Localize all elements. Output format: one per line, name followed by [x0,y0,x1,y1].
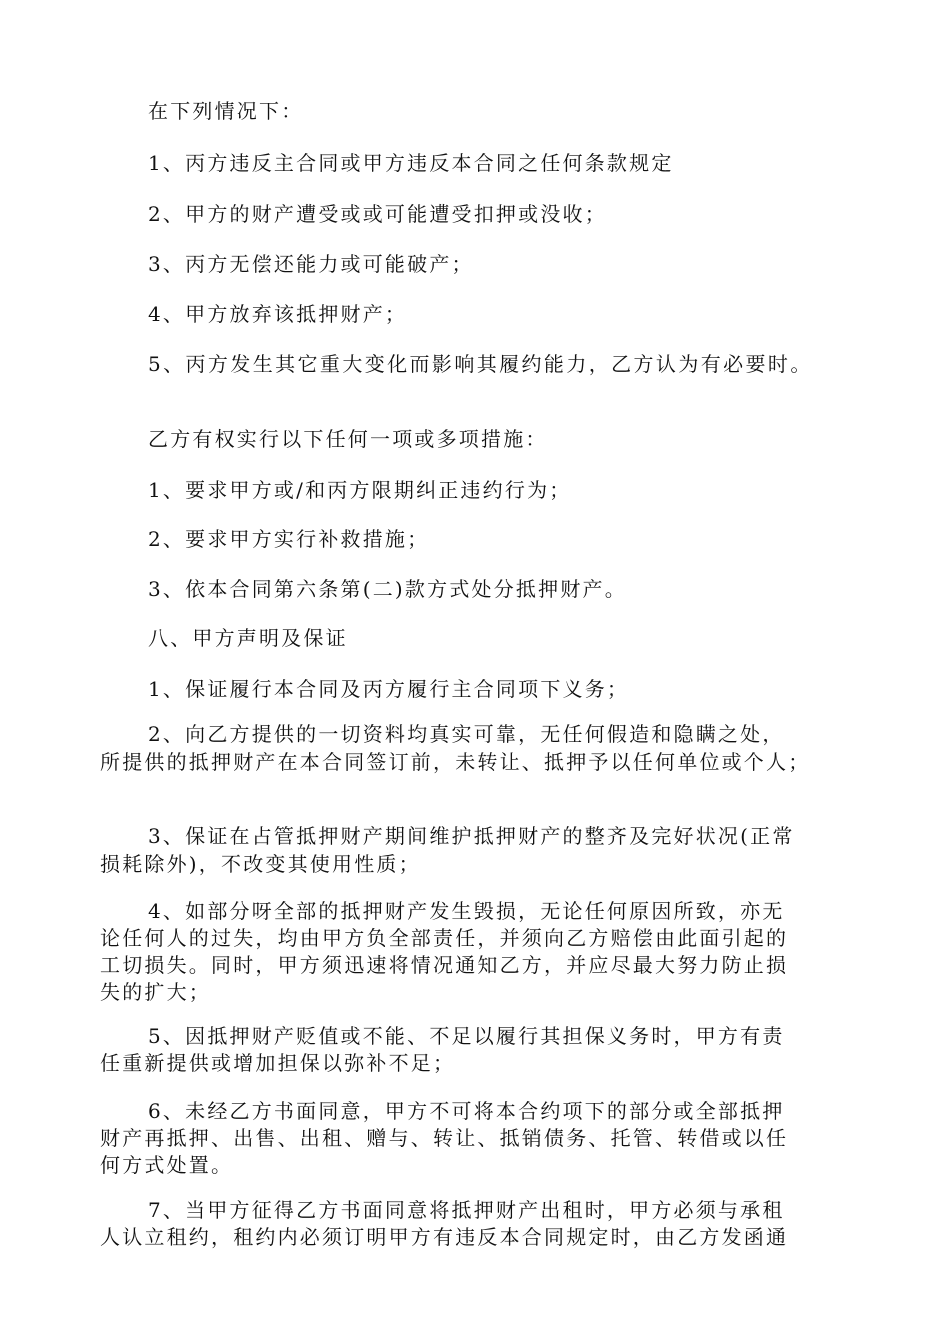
declaration-item-2-line-2: 所提供的抵押财产在本合同签订前，未转让、抵押予以任何单位或个人； [100,750,811,774]
measure-item-3: 3、依本合同第六条第(二)款方式处分抵押财产。 [148,577,627,601]
section-eight-heading: 八、甲方声明及保证 [148,626,348,650]
declaration-item-6-line-3: 何方式处置。 [100,1153,234,1177]
declaration-item-5-line-1: 5、因抵押财产贬值或不能、不足以履行其担保义务时，甲方有责 [148,1024,785,1048]
declaration-item-4-line-2: 论任何人的过失，均由甲方负全部责任，并须向乙方赔偿由此面引起的 [100,926,789,950]
declaration-item-3-line-2: 损耗除外)，不改变其使用性质； [100,852,421,876]
declaration-item-7-line-2: 人认立租约，租约内必须订明甲方有违反本合同规定时，由乙方发函通 [100,1225,789,1249]
declaration-item-6-line-2: 财产再抵押、出售、出租、赠与、转让、抵销债务、托管、转借或以任 [100,1126,789,1150]
condition-item-5: 5、丙方发生其它重大变化而影响其履约能力，乙方认为有必要时。 [148,352,813,376]
declaration-item-2-line-1: 2、向乙方提供的一切资料均真实可靠，无任何假造和隐瞒之处， [148,722,785,746]
declaration-item-5-line-2: 任重新提供或增加担保以弥补不足； [100,1051,456,1075]
declaration-item-7-line-1: 7、当甲方征得乙方书面同意将抵押财产出租时，甲方必须与承租 [148,1198,785,1222]
declaration-item-4-line-1: 4、如部分呀全部的抵押财产发生毁损，无论任何原因所致，亦无 [148,899,785,923]
condition-item-3: 3、丙方无偿还能力或可能破产； [148,252,474,276]
declaration-item-6-line-1: 6、未经乙方书面同意，甲方不可将本合约项下的部分或全部抵押 [148,1099,785,1123]
condition-item-4: 4、甲方放弃该抵押财产； [148,302,408,326]
measure-item-2: 2、要求甲方实行补救措施； [148,527,430,551]
measures-intro: 乙方有权实行以下任何一项或多项措施： [148,427,548,451]
declaration-item-4-line-4: 失的扩大； [100,980,211,1004]
condition-item-2: 2、甲方的财产遭受或或可能遭受扣押或没收； [148,202,607,226]
condition-item-1: 1、丙方违反主合同或甲方违反本合同之任何条款规定 [148,151,674,175]
conditions-intro: 在下列情况下： [148,99,304,123]
declaration-item-3-line-1: 3、保证在占管抵押财产期间维护抵押财产的整齐及完好状况(正常 [148,824,795,848]
measure-item-1: 1、要求甲方或/和丙方限期纠正违约行为； [148,478,572,502]
declaration-item-4-line-3: 工切损失。同时，甲方须迅速将情况通知乙方，并应尽最大努力防止损 [100,953,789,977]
declaration-item-1: 1、保证履行本合同及丙方履行主合同项下义务； [148,677,630,701]
